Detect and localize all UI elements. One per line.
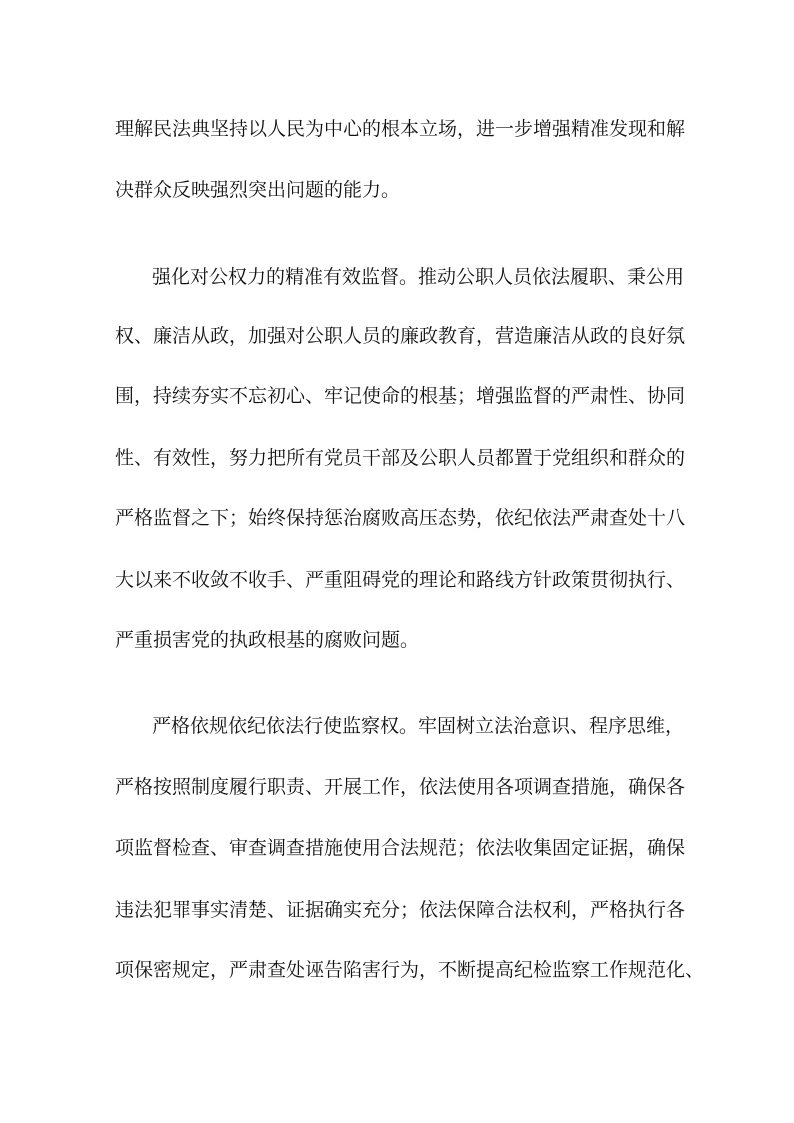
text-line: 权、廉洁从政，加强对公职人员的廉政教育，营造廉洁从政的良好氛 bbox=[115, 325, 686, 347]
text-line: 围，持续夯实不忘初心、牢记使命的根基；增强监督的严肃性、协同 bbox=[115, 385, 686, 407]
text-line: 严格依规依纪依法行使监察权。牢固树立法治意识、程序思维， bbox=[152, 715, 685, 737]
text-line: 大以来不收敛不收手、严重阻碍党的理论和路线方针政策贯彻执行、 bbox=[115, 569, 686, 591]
text-line: 决群众反映强烈突出问题的能力。 bbox=[115, 179, 401, 201]
text-line: 项监督检查、审查调查措施使用合法规范；依法收集固定证据，确保 bbox=[115, 837, 686, 859]
text-line: 性、有效性，努力把所有党员干部及公职人员都置于党组织和群众的 bbox=[115, 447, 686, 469]
text-line: 理解民法典坚持以人民为中心的根本立场，进一步增强精准发现和解 bbox=[115, 118, 686, 140]
text-line: 违法犯罪事实清楚、证据确实充分；依法保障合法权利，严格执行各 bbox=[115, 899, 686, 921]
text-line: 项保密规定，严肃查处诬告陷害行为，不断提高纪检监察工作规范化、 bbox=[115, 959, 705, 981]
text-line: 强化对公权力的精准有效监督。推动公职人员依法履职、秉公用 bbox=[152, 266, 685, 288]
text-line: 严格监督之下；始终保持惩治腐败高压态势，依纪依法严肃查处十八 bbox=[115, 507, 686, 529]
text-line: 严格按照制度履行职责、开展工作，依法使用各项调查措施，确保各 bbox=[115, 776, 686, 798]
text-line: 严重损害党的执政根基的腐败问题。 bbox=[115, 629, 420, 651]
